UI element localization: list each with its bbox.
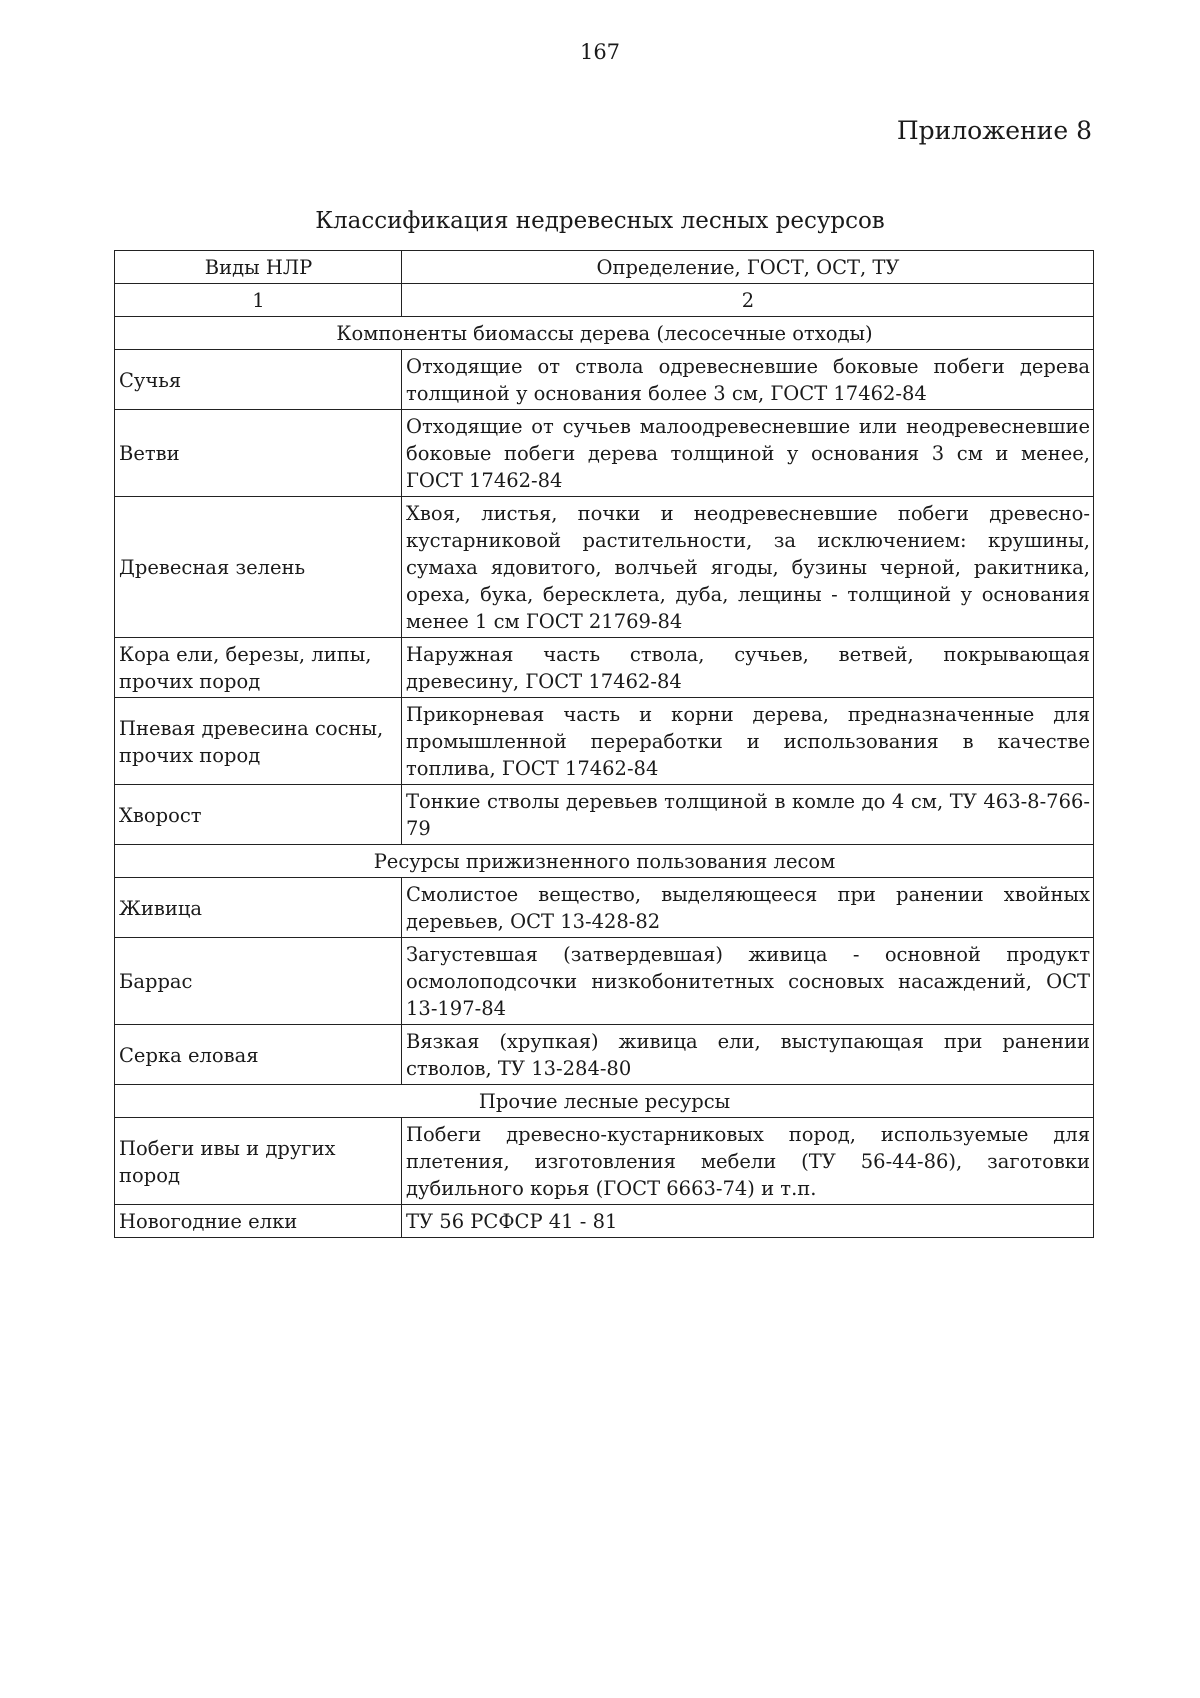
section-row bbox=[115, 1085, 1094, 1118]
resource-type-cell: Серка еловая bbox=[115, 1025, 402, 1085]
table-row bbox=[115, 1118, 1094, 1205]
table-header-row bbox=[115, 251, 1094, 284]
section-title: Прочие лесные ресурсы bbox=[115, 1085, 1094, 1118]
document-title: Классификация недревесных лесных ресурсов bbox=[315, 208, 885, 234]
appendix-label: Приложение 8 bbox=[896, 116, 1092, 145]
resource-type-cell: Сучья bbox=[115, 350, 402, 410]
resource-type-cell: Хворост bbox=[115, 785, 402, 845]
resource-type-cell: Пневая древесина сосны, прочих пород bbox=[115, 698, 402, 785]
table-row bbox=[115, 698, 1094, 785]
table-row bbox=[115, 350, 1094, 410]
definition-cell: Хвоя, листья, почки и неодревесневшие побеги древесно-кустарниковой растительности, за исключением: крушины, сумаха ядовитого, волчьей ягоды, бузины черной, ракитника, ореха, бука, бересклета, дуба, лещины - толщиной у основания менее 1 см ГОСТ 21769-84 bbox=[402, 497, 1094, 638]
definition-cell: Отходящие от сучьев малоодревесневшие или неодревесневшие боковые побеги дерева толщиной у основания 3 см и менее, ГОСТ 17462-84 bbox=[402, 410, 1094, 497]
section-row bbox=[115, 845, 1094, 878]
definition-cell: Отходящие от ствола одревесневшие боковые побеги дерева толщиной у основания более 3 см, ГОСТ 17462-84 bbox=[402, 350, 1094, 410]
table-row bbox=[115, 878, 1094, 938]
definition-cell: Тонкие стволы деревьев толщиной в комле до 4 см, ТУ 463-8-766-79 bbox=[402, 785, 1094, 845]
table-body bbox=[115, 251, 1094, 1238]
definition-cell: ТУ 56 РСФСР 41 - 81 bbox=[402, 1205, 1094, 1238]
resource-type-cell: Древесная зелень bbox=[115, 497, 402, 638]
table-row bbox=[115, 938, 1094, 1025]
table-row bbox=[115, 1205, 1094, 1238]
resource-type-cell: Побеги ивы и других пород bbox=[115, 1118, 402, 1205]
section-title: Компоненты биомассы дерева (лесосечные отходы) bbox=[115, 317, 1094, 350]
table-row bbox=[115, 410, 1094, 497]
definition-cell: Вязкая (хрупкая) живица ели, выступающая при ранении стволов, ТУ 13-284-80 bbox=[402, 1025, 1094, 1085]
table-row bbox=[115, 1025, 1094, 1085]
definition-cell: Смолистое вещество, выделяющееся при ранении хвойных деревьев, ОСТ 13-428-82 bbox=[402, 878, 1094, 938]
header-cell-type: Виды НЛР bbox=[115, 251, 402, 284]
column-number-row bbox=[115, 284, 1094, 317]
section-title: Ресурсы прижизненного пользования лесом bbox=[115, 845, 1094, 878]
nlr-classification-table bbox=[114, 250, 1094, 1238]
table-row bbox=[115, 497, 1094, 638]
table-row bbox=[115, 638, 1094, 698]
definition-cell: Побеги древесно-кустарниковых пород, используемые для плетения, изготовления мебели (ТУ 56-44-86), заготовки дубильного корья (ГОСТ 6663-74) и т.п. bbox=[402, 1118, 1094, 1205]
resource-type-cell: Баррас bbox=[115, 938, 402, 1025]
definition-cell: Наружная часть ствола, сучьев, ветвей, покрывающая древесину, ГОСТ 17462-84 bbox=[402, 638, 1094, 698]
header-cell-definition: Определение, ГОСТ, ОСТ, ТУ bbox=[402, 251, 1094, 284]
resource-type-cell: Новогодние елки bbox=[115, 1205, 402, 1238]
page-number: 167 bbox=[579, 40, 621, 64]
section-row bbox=[115, 317, 1094, 350]
column-number-2: 2 bbox=[402, 284, 1094, 317]
resource-type-cell: Живица bbox=[115, 878, 402, 938]
definition-cell: Прикорневая часть и корни дерева, предназначенные для промышленной переработки и использования в качестве топлива, ГОСТ 17462-84 bbox=[402, 698, 1094, 785]
table-row bbox=[115, 785, 1094, 845]
column-number-1: 1 bbox=[115, 284, 402, 317]
definition-cell: Загустевшая (затвердевшая) живица - основной продукт осмолоподсочки низкобонитетных сосновых насаждений, ОСТ 13-197-84 bbox=[402, 938, 1094, 1025]
resource-type-cell: Ветви bbox=[115, 410, 402, 497]
resource-type-cell: Кора ели, березы, липы, прочих пород bbox=[115, 638, 402, 698]
